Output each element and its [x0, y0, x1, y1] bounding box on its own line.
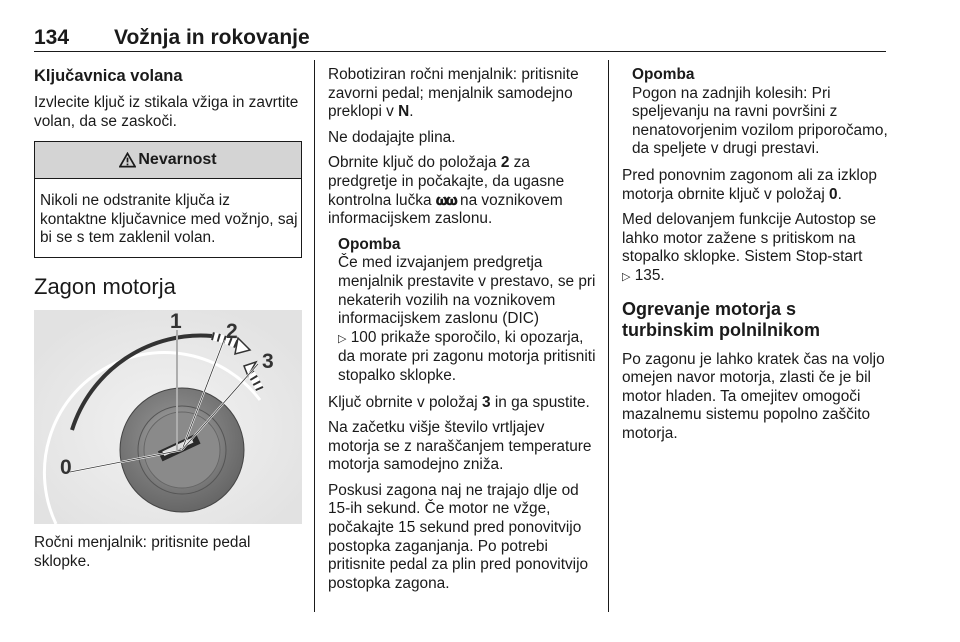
text: Pred ponovnim zagonom ali za izklop motorja obrnite ključ v položaj [622, 166, 877, 203]
note-text [338, 254, 596, 385]
text: Ključ obrnite v položaj [328, 393, 482, 411]
column-divider [314, 60, 315, 612]
paragraph [622, 167, 888, 204]
paragraph: Ne dodajajte plina. [328, 128, 456, 146]
text: . [837, 185, 842, 203]
text: Robotiziran ročni menjalnik: pritisnite zavorni pedal; menjalnik samodejno preklopi v [328, 66, 579, 121]
position-2: 2 [500, 154, 510, 172]
column-divider [608, 60, 609, 612]
paragraph: Poskusi zagona naj ne trajajo dlje od 15-ih sekund. Če motor ne vžge, počakajte 15 sekund pred ponovitvijo postopka zaganjanja. Po potrebi pritisnite pedal za plin pred ponovitvijo postopka zagona. [328, 481, 589, 592]
text: Med delovanjem funkcije Autostop se lahko motor zažene s pritiskom na stopalko sklopke. Sistem Stop-start [622, 211, 877, 266]
page-reference-icon: ▷ [622, 270, 631, 283]
warning-triangle-icon [119, 152, 136, 168]
warning-title: Nevarnost [138, 150, 217, 168]
text: prikaže sporočilo, ki opozarja, da morate pri zagonu motorja pritisniti stopalko sklopke. [338, 328, 596, 384]
warning-header [35, 142, 301, 179]
note-box [632, 66, 888, 159]
engine-start-heading: Zagon motorja [34, 273, 176, 299]
page-number: 134 [34, 26, 70, 49]
position-0: 0 [829, 185, 838, 203]
column-1 [34, 66, 302, 578]
header-rule [34, 51, 886, 52]
text: Obrnite ključ do položaja [328, 154, 501, 172]
page-reference-icon: ▷ [338, 332, 347, 345]
page-header [34, 26, 886, 50]
paragraph: Po zagonu je lahko kratek čas na voljo omejen navor motorja, zlasti če je bil motor hladen. Ta omejitev omogoči mazalnemu sistemu popolno zaščito motorja. [622, 350, 885, 442]
paragraph: Na začetku višje število vrtljajev motorja se z naraščanjem temperature motorja samodejno zniža. [328, 419, 592, 474]
warning-text: Nikoli ne odstranite ključa iz kontaktne ključavnice med vožnjo, saj bi se s tem zaklenil volan. [40, 192, 298, 247]
position-label-2: 2 [226, 319, 238, 343]
note-title: Opomba [632, 66, 695, 83]
position-label-3: 3 [262, 349, 274, 373]
text: . [409, 103, 414, 121]
position-label-1: 1 [170, 309, 182, 333]
warning-box [34, 141, 302, 258]
position-3: 3 [482, 393, 491, 411]
chapter-title: Vožnja in rokovanje [114, 26, 310, 49]
manual-transmission-text: Ročni menjalnik: pritisnite pedal sklopke. [34, 533, 251, 570]
paragraph [328, 394, 596, 413]
note-box [338, 236, 596, 386]
steering-lock-heading: Ključavnica volana [34, 67, 183, 85]
paragraph [622, 211, 888, 286]
column-2 [328, 66, 596, 600]
turbo-warmup-heading: Ogrevanje motorja s turbinskim polnilnikom [622, 298, 821, 340]
paragraph [328, 66, 596, 122]
paragraph [328, 154, 596, 228]
text: Če med izvajanjem predgretja menjalnik prestavite v prestavo, se pri nekaterih vozilih na voznikovem informacijskem zaslonu (DIC) [338, 254, 596, 328]
page-reference[interactable]: 135. [634, 266, 665, 284]
position-label-0: 0 [60, 455, 72, 479]
page-reference[interactable]: 100 [350, 328, 377, 346]
note-title: Opomba [338, 235, 401, 253]
gear-n: N [398, 103, 410, 121]
ignition-switch-figure [34, 310, 302, 524]
steering-lock-text: Izvlecite ključ iz stikala vžiga in zavrtite volan, da se zaskoči. [34, 94, 299, 130]
ignition-switch-illustration [34, 310, 302, 524]
column-3 [622, 66, 888, 451]
text: in ga spustite. [490, 393, 590, 411]
text: za predgretje in počakajte, da ugasne kontrolna lučka [328, 154, 565, 209]
text: na voznikovem informacijskem zaslonu. [328, 191, 563, 228]
glow-plug-icon: 𝛚𝛚 [435, 191, 456, 209]
note-text: Pogon na zadnjih kolesih: Pri speljevanju na ravni površini z nenatovorjenim vozilom priporočamo, da speljete v drugi prestavi. [632, 84, 888, 158]
